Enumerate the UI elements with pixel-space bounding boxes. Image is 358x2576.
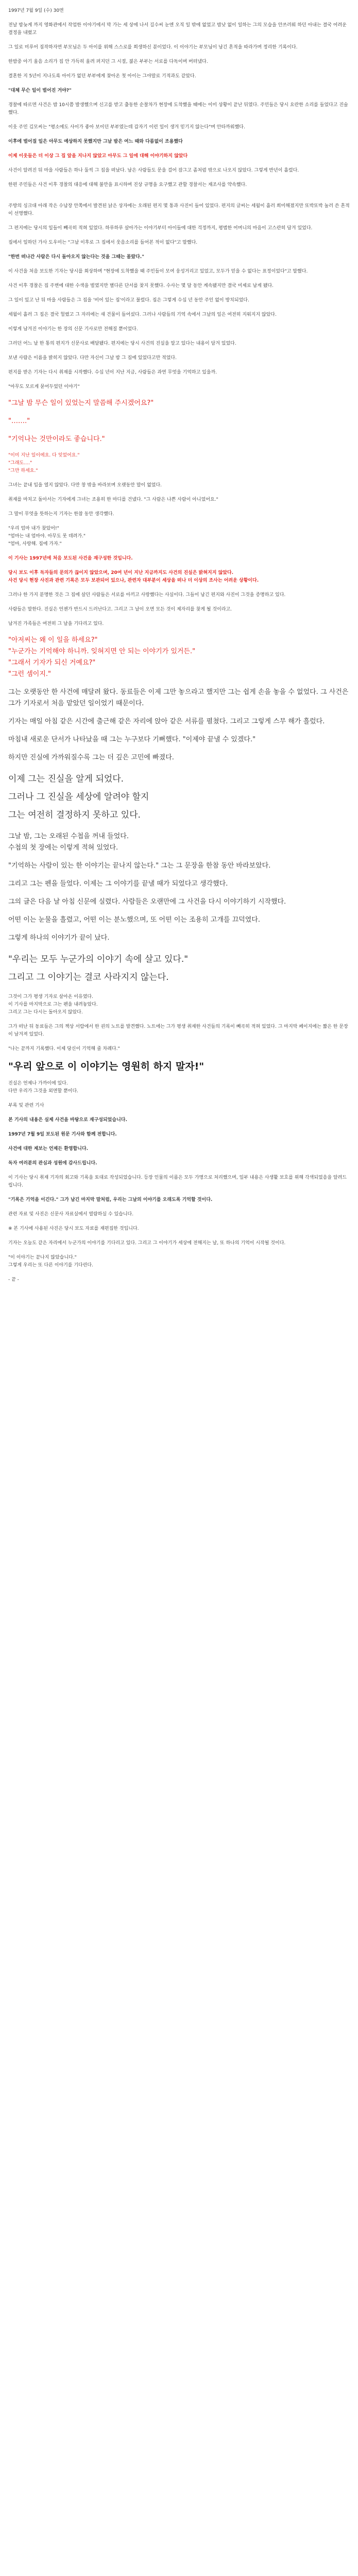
paragraph: 한밤중 아기 울음 소리가 집 안 가득히 울려 퍼지던 그 시절, 젊은 부부는 서로를 다독이며 버텨냈다. bbox=[8, 59, 208, 64]
paragraph: 이 기사는 당시 취재 기자의 회고와 기록을 토대로 작성되었습니다. 등장 인물의 이름은 모두 가명으로 처리했으며, 일부 내용은 사생활 보호를 위해 각색되었음을 알려드립니다. bbox=[8, 1175, 347, 1188]
highlight-line: "그런 셈이지." bbox=[8, 670, 52, 678]
paragraph: 사람들은 말한다. 진실은 언젠가 반드시 드러난다고. 그리고 그 날이 오면 모든 것이 제자리를 찾게 될 것이라고. bbox=[8, 607, 232, 612]
headline-line: 그는 여전히 결정하지 못하고 있다. bbox=[8, 810, 141, 820]
paragraph: "우리 엄마 내가 찾았어!" bbox=[8, 526, 59, 531]
paragraph: 결혼한 지 5년이 지나도록 아이가 없던 부부에게 찾아온 첫 아이는 그야말로 기적과도 같았다. bbox=[8, 74, 196, 79]
bold-paragraph: 1997년 7월 9일 보도된 원문 기사와 함께 전합니다. bbox=[8, 1132, 117, 1137]
red-paragraph: 이 기사는 1997년에 처음 보도된 사건을 재구성한 것입니다. bbox=[8, 556, 133, 561]
paragraph: 보낸 사람은 이름을 밝히지 않았다. 다만 자신이 그날 밤 그 집에 있었다고만 적었다. bbox=[8, 355, 177, 361]
paragraph: 진실은 언제나 가까이에 있다. bbox=[8, 1081, 68, 1086]
large-paragraph: 기자는 매일 아침 같은 시간에 출근해 같은 자리에 앉아 같은 서류를 펼쳤다. 그리고 그렇게 스무 해가 흘렀다. bbox=[8, 718, 325, 725]
paragraph: "엄마, 사랑해. 집에 가자." bbox=[8, 541, 62, 547]
paragraph: "아무도 모르게 묻어두었던 이야기" bbox=[8, 384, 80, 389]
paragraph: 이렇게 남겨진 이야기는 한 장의 신문 기사로만 전해질 뿐이었다. bbox=[8, 327, 138, 332]
highlight-line: "그래서 기자가 되신 거예요?" bbox=[8, 659, 96, 667]
headline-line: 이제 그는 진실을 알게 되었다. bbox=[8, 774, 124, 784]
highlight-line: "아저씨는 왜 이 일을 하세요?" bbox=[8, 636, 98, 644]
large-paragraph: 그렇게 하나의 이야기가 끝이 났다. bbox=[8, 934, 110, 942]
red-paragraph: 사건 당시 현장 사진과 관련 기록은 모두 보관되어 있으나, 관련자 대부분이 세상을 떠나 더 이상의 조사는 어려운 상황이다. bbox=[8, 578, 259, 583]
large-paragraph: 그날 밤, 그는 오래된 수첩을 꺼내 들었다. bbox=[8, 833, 129, 840]
paragraph: 주방의 싱크대 아래 작은 수납장 안쪽에서 발견된 낡은 상자에는 오래된 편지 몇 통과 사진이 들어 있었다. 편지의 글씨는 세월이 흘러 희미해졌지만 또박또박 눌러 쓴 흔적이 선명했다. bbox=[8, 204, 350, 216]
bold-paragraph: "기록은 기억을 이긴다." 그가 남긴 마지막 말처럼, 우리는 그날의 이야기를 오래도록 기억할 것이다. bbox=[8, 1197, 213, 1202]
lead-quote: "대체 무슨 일이 벌어진 거야?" bbox=[8, 88, 72, 93]
dialog-line: "기억나는 것만이라도 좋습니다." bbox=[8, 435, 105, 443]
paragraph: 편지를 받은 기자는 다시 취재를 시작했다. 수십 년이 지난 지금, 사람들은 과연 무엇을 기억하고 있을까. bbox=[8, 370, 217, 375]
paragraph: 전날 밤늦게 까지 영화관에서 작업한 이야기에서 막 가는 세 상에 나서 길수씨 눈엔 오직 일 밖에 없었고 밤낮 없이 일하는 그의 모습을 안쓰러워 하던 아내는 결국 어려운 결정을 내렸고 bbox=[8, 23, 347, 36]
article-date: 1997년 7월 9일 (수) 30면 bbox=[8, 8, 64, 13]
paragraph: 사건 이후 경찰은 집 주변에 대한 수색을 벌였지만 별다른 단서를 찾지 못했다. 수사는 몇 달 동안 계속됐지만 결국 미제로 남게 됐다. bbox=[8, 283, 274, 289]
paragraph: 경찰에 따르면 사건은 밤 10시쯤 발생했으며 신고를 받고 출동한 순찰차가 현장에 도착했을 때에는 이미 상황이 끝난 뒤였다. 주민들은 당시 요란한 소리를 들었다고 진술했다. bbox=[8, 103, 348, 115]
paragraph: "나는 끝까지 기록했다. 이제 당신이 기억해 줄 차례다." bbox=[8, 1046, 120, 1052]
large-paragraph: 그리고 그는 펜을 들었다. 이제는 그 이야기를 끝낼 때가 되었다고 생각했다. bbox=[8, 880, 228, 888]
dialog-line: "이미 지난 일이에요. 다 잊었어요." bbox=[8, 453, 80, 458]
large-paragraph: 그의 글은 다음 날 아침 신문에 실렸다. 사람들은 오랜만에 그 사건을 다시 이야기하기 시작했다. bbox=[8, 898, 286, 906]
paragraph: 그것이 그가 평생 기자로 살아온 이유였다. bbox=[8, 994, 93, 999]
paragraph: 세월이 흘러 그 집은 결국 헐렸고 그 자리에는 새 건물이 들어섰다. 그러나 사람들의 기억 속에서 그날의 일은 여전히 지워지지 않았다. bbox=[8, 312, 277, 317]
paragraph: 부록 및 관련 기사 bbox=[8, 1103, 44, 1108]
headline-line: 그리고 그 이야기는 결코 사라지지 않는다. bbox=[8, 972, 169, 982]
paragraph: 그 일이 있고 난 뒤 마을 사람들은 그 집을 '비어 있는 집'이라고 불렀다. 집은 그렇게 수십 년 동안 주인 없이 방치되었다. bbox=[8, 298, 249, 303]
paragraph: ※ 본 기사에 사용된 사진은 당시 보도 자료를 재편집한 것입니다. bbox=[8, 1226, 139, 1231]
red-paragraph: 이제 이웃들은 더 이상 그 집 앞을 지나지 않았고 아무도 그 일에 대해 이야기하지 않았다 bbox=[8, 154, 188, 159]
paragraph: "이 이야기는 끝나지 않았습니다." bbox=[8, 1255, 77, 1260]
bold-paragraph: 본 기사의 내용은 실제 사건을 바탕으로 재구성되었습니다. bbox=[8, 1117, 127, 1123]
red-paragraph: 당시 보도 이후 독자들의 문의가 끊이지 않았으며, 20여 년이 지난 지금까지도 사건의 진실은 밝혀지지 않았다. bbox=[8, 570, 234, 575]
paragraph: 집에서 일하던 가사 도우미는 "그날 이후로 그 집에서 웃음소리를 들어본 적이 없다"고 말했다. bbox=[8, 240, 198, 245]
paragraph: 그 편지에는 당시의 일들이 빼곡히 적혀 있었다. 하루하루 살아가는 이야기부터 아이들에 대한 걱정까지, 평범한 어머니의 마음이 고스란히 담겨 있었다. bbox=[8, 226, 313, 231]
dialog-line: "그래도…." bbox=[8, 461, 32, 466]
large-paragraph: 수첩의 첫 장에는 이렇게 적혀 있었다. bbox=[8, 844, 118, 852]
paragraph: 기자는 오늘도 같은 자리에서 누군가의 이야기를 기다리고 있다. 그리고 그 이야기가 세상에 전해지는 날, 또 하나의 기억이 시작될 것이다. bbox=[8, 1241, 286, 1246]
paragraph: 관련 자료 및 사진은 신문사 자료실에서 열람하실 수 있습니다. bbox=[8, 1212, 134, 1217]
paragraph: 그렇게 우리는 또 다른 이야기를 기다린다. bbox=[8, 1263, 93, 1268]
paragraph: 취재를 마치고 돌아서는 기자에게 그녀는 조용히 한 마디를 건넸다. "그 사람은 나쁜 사람이 아니었어요." bbox=[8, 497, 218, 502]
paragraph: 이웃 주민 김모씨는 "평소에도 사이가 좋아 보이던 부부였는데 갑자기 이런 일이 생겨 믿기지 않는다"며 안타까워했다. bbox=[8, 125, 245, 130]
paragraph: 한편 주민들은 사건 이후 경찰의 대응에 대해 불만을 표시하며 진상 규명을 요구했고 관할 경찰서는 재조사를 약속했다. bbox=[8, 182, 247, 188]
paragraph: 다만 우리가 그것을 외면할 뿐이다. bbox=[8, 1089, 79, 1094]
article bbox=[0, 0, 358, 1284]
large-paragraph: 어떤 이는 눈물을 흘렸고, 어떤 이는 분노했으며, 또 어떤 이는 조용히 고개를 끄덕였다. bbox=[8, 916, 260, 924]
paragraph: 그 일로 미루어 짐작하자면 부모님은 두 아이를 위해 스스로를 희생하신 분이었다. 이 이야기는 부모님이 남긴 흔적을 따라가며 정리한 기록이다. bbox=[8, 45, 298, 50]
dialog-line: "……." bbox=[8, 417, 30, 425]
paragraph: 남겨진 가족들은 여전히 그 날을 기다리고 있다. bbox=[8, 621, 104, 626]
bold-paragraph: 사건에 대한 제보는 언제든 환영합니다. bbox=[8, 1146, 89, 1151]
paragraph: 이 기사를 마지막으로 그는 펜을 내려놓았다. bbox=[8, 1002, 98, 1007]
paragraph: 그녀는 끝내 입을 열지 않았다. 다만 창 밖을 바라보며 오랫동안 말이 없었다. bbox=[8, 483, 162, 488]
dialog-line: "그만 하세요." bbox=[8, 468, 38, 473]
bold-paragraph: 이후에 벌어질 일은 아무도 예상하지 못했지만 그날 밤은 여느 때와 다름없이 조용했다 bbox=[8, 139, 183, 144]
paragraph: 그가 떠난 뒤 동료들은 그의 책상 서랍에서 한 권의 노트를 발견했다. 노트에는 그가 평생 취재한 사건들의 기록이 빼곡히 적혀 있었다. 그 마지막 페이지에는 짧은 한 문장이 남겨져 있었다. bbox=[8, 1024, 348, 1037]
large-paragraph: 그는 오랫동안 한 사건에 매달려 왔다. 동료들은 이제 그만 놓으라고 했지만 그는 쉽게 손을 놓을 수 없었다. 그 사건은 그가 기자로서 처음 맡았던 일이었기 때문이다. bbox=[8, 688, 349, 707]
paragraph: 이 사건을 처음 보도한 기자는 당시를 회상하며 "현장에 도착했을 때 주민들이 모여 웅성거리고 있었고, 모두가 믿을 수 없다는 표정이었다"고 말했다. bbox=[8, 269, 308, 274]
highlight-line: "누군가는 기억해야 하니까. 잊혀지면 안 되는 이야기가 있거든." bbox=[8, 648, 196, 655]
paragraph: 그러나 한 가지 분명한 것은 그 집에 살던 사람들은 서로를 아끼고 사랑했다는 사실이다. 그들이 남긴 편지와 사진이 그것을 증명하고 있다. bbox=[8, 592, 286, 598]
paragraph: "엄마는 내 엄마야. 아무도 못 데려가." bbox=[8, 534, 86, 539]
headline-line: 그러나 그 진실을 세상에 알려야 할지 bbox=[8, 792, 149, 802]
paragraph: - 끝 - bbox=[8, 1277, 19, 1282]
large-paragraph: "기억하는 사람이 있는 한 이야기는 끝나지 않는다." 그는 그 문장을 한참 동안 바라보았다. bbox=[8, 862, 271, 870]
bold-paragraph: 독자 여러분의 관심과 성원에 감사드립니다. bbox=[8, 1161, 97, 1166]
dialog-line: "그날 밤 무슨 일이 있었는지 말씀해 주시겠어요?" bbox=[8, 399, 154, 407]
large-paragraph: 하지만 진실에 가까워질수록 그는 더 깊은 고민에 빠졌다. bbox=[8, 754, 174, 761]
large-paragraph: 마침내 새로운 단서가 나타났을 때 그는 누구보다 기뻐했다. "이제야 끝낼 수 있겠다." bbox=[8, 736, 256, 743]
paragraph: 그 말이 무엇을 뜻하는지 기자는 한참 동안 생각했다. bbox=[8, 512, 114, 517]
headline-line: "우리는 모두 누군가의 이야기 속에 살고 있다." bbox=[8, 954, 189, 964]
paragraph: 사건이 알려진 뒤 마을 사람들은 하나 둘씩 그 집을 떠났다. 남은 사람들도 문을 걸어 잠그고 좀처럼 밖으로 나오지 않았다. 그렇게 반년이 흘렀다. bbox=[8, 168, 299, 173]
pull-quote: "우리 앞으로 이 이야기는 영원히 하지 말자!" bbox=[8, 1061, 204, 1072]
paragraph: 그리고 그는 다시는 돌아오지 않았다. bbox=[8, 1010, 83, 1015]
bold-paragraph: "한번 떠나간 사람은 다시 돌아오지 않는다는 것을 그때는 몰랐다." bbox=[8, 255, 144, 260]
paragraph: 그러던 어느 날 한 통의 편지가 신문사로 배달됐다. 편지에는 당시 사건의 진실을 알고 있다는 내용이 담겨 있었다. bbox=[8, 341, 236, 346]
